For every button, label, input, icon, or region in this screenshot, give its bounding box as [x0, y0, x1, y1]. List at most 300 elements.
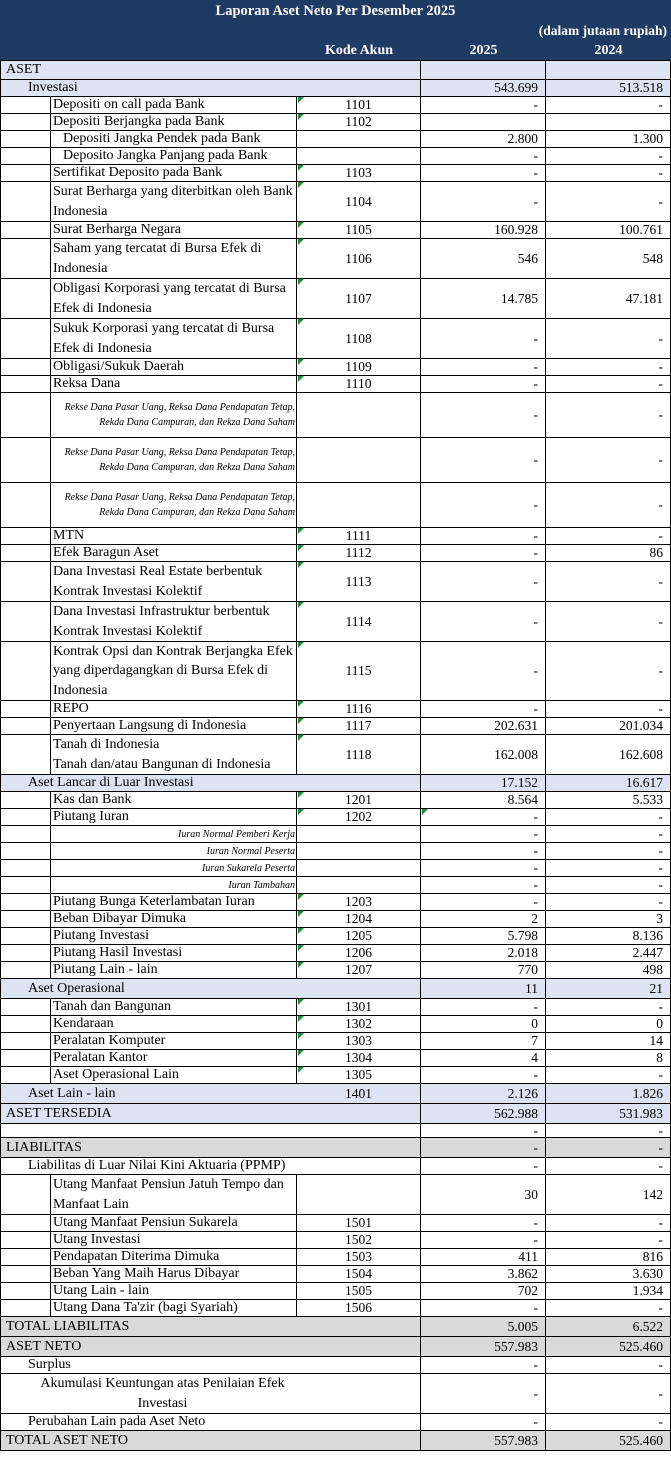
value-2025-cell [421, 61, 546, 79]
table-row [0, 809, 671, 826]
value-2024-cell: - [546, 826, 671, 842]
code-cell [297, 1414, 421, 1430]
asset-table [0, 60, 671, 1451]
value-2024-cell: - [546, 602, 671, 641]
row-label: Efek Baragun Aset [53, 545, 159, 561]
code-cell: 1109 [297, 359, 421, 375]
value-2024-cell: - [546, 359, 671, 375]
indent-cell [0, 222, 51, 238]
table-row [0, 826, 671, 843]
comment-marker-icon [298, 962, 304, 968]
indent-cell [0, 809, 51, 825]
report-title: Laporan Aset Neto Per Desember 2025 [215, 3, 456, 19]
code-cell [297, 148, 421, 164]
value-2025-cell: - [421, 1124, 546, 1137]
value-2025-cell: 2 [421, 911, 546, 927]
value-2025-cell: - [421, 826, 546, 842]
code-cell: 1202 [297, 809, 421, 825]
indent-cell [0, 718, 51, 734]
value-2025-cell: - [421, 642, 546, 700]
value-2025-cell: 557.983 [421, 1337, 546, 1356]
value-2024-cell: - [546, 809, 671, 825]
unit-note: (dalam jutaan rupiah) [538, 23, 667, 38]
comment-marker-icon [298, 165, 304, 171]
row-label: Peralatan Komputer [53, 1033, 166, 1049]
value-2024-cell: - [546, 877, 671, 893]
value-2024-cell: 816 [546, 1249, 671, 1265]
value-2025-cell: - [421, 1357, 546, 1373]
value-2024-cell: 1.300 [546, 131, 671, 147]
row-label: Depositi Jangka Pendek pada Bank [63, 131, 261, 147]
value-2024-cell: 16.617 [546, 775, 671, 791]
code-cell [297, 1104, 421, 1123]
indent-cell [0, 792, 51, 808]
table-row [0, 718, 671, 735]
value-2024-cell: 100.761 [546, 222, 671, 238]
code-cell: 1115 [297, 642, 421, 700]
value-2024-cell: - [546, 701, 671, 717]
value-2024-cell: - [546, 843, 671, 859]
value-2025-cell: 30 [421, 1175, 546, 1214]
code-cell: 1114 [297, 602, 421, 641]
value-2025-cell: - [421, 1300, 546, 1316]
table-row [0, 843, 671, 860]
value-2024-cell: - [546, 1215, 671, 1231]
value-2024-cell: - [546, 1232, 671, 1248]
value-2024-cell: 1.934 [546, 1283, 671, 1299]
table-row [0, 1300, 671, 1317]
table-row [0, 1104, 671, 1124]
row-label: Aset Operasional [28, 980, 125, 996]
comment-marker-icon [298, 1016, 304, 1022]
value-2025-cell: - [421, 1215, 546, 1231]
code-cell [297, 80, 421, 96]
table-row [0, 1138, 671, 1158]
indent-cell [0, 131, 51, 147]
code-cell [297, 483, 421, 527]
code-cell: 1301 [297, 999, 421, 1015]
row-label: Tanah di Indonesia Tanah dan/atau Bangunan di Indonesia [53, 737, 271, 772]
indent-cell [0, 962, 51, 978]
value-2025-cell: - [421, 528, 546, 544]
row-label: Surat Berharga Negara [53, 222, 182, 238]
value-2024-cell: 21 [546, 979, 671, 998]
code-cell [297, 131, 421, 147]
value-2024-cell: - [546, 1158, 671, 1174]
row-label: Obligasi/Sukuk Daerah [53, 359, 185, 375]
value-2024-cell: - [546, 376, 671, 392]
value-2025-cell: - [421, 483, 546, 527]
indent-cell [0, 911, 51, 927]
row-label: ASET TERSEDIA [6, 1105, 112, 1121]
indent-cell [0, 319, 51, 358]
value-2024-cell: - [546, 393, 671, 437]
indent-cell [0, 393, 51, 437]
row-label: Dana Investasi Infrastruktur berbentuk Kontrak Investasi Kolektif [53, 604, 270, 639]
code-cell: 1104 [297, 182, 421, 221]
indent-cell [0, 860, 51, 876]
indent-cell [0, 1249, 51, 1265]
indent-cell [0, 1215, 51, 1231]
code-cell: 1304 [297, 1050, 421, 1066]
indent-cell [0, 165, 51, 181]
comment-marker-icon [298, 1033, 304, 1039]
row-label: Utang Investasi [53, 1232, 141, 1248]
value-2025-cell: 411 [421, 1249, 546, 1265]
code-cell: 1110 [297, 376, 421, 392]
table-row [0, 483, 671, 528]
row-label: Peralatan Kantor [53, 1050, 148, 1066]
value-2024-cell: - [546, 165, 671, 181]
code-cell [297, 1337, 421, 1356]
value-2025-cell: - [421, 545, 546, 561]
code-cell: 1503 [297, 1249, 421, 1265]
value-2025-cell: - [421, 376, 546, 392]
row-label: Beban Yang Maih Harus Dibayar [53, 1266, 240, 1282]
row-label: Sukuk Korporasi yang tercatat di Bursa Efek di Indonesia [53, 321, 275, 356]
indent-cell [0, 1266, 51, 1282]
row-label: Kendaraan [53, 1016, 114, 1032]
value-2024-cell: 14 [546, 1033, 671, 1049]
value-2024-cell: - [546, 894, 671, 910]
row-label: Penyertaan Langsung di Indonesia [53, 718, 247, 734]
indent-cell [0, 826, 51, 842]
row-label: Surplus [28, 1357, 71, 1373]
indent-cell [0, 843, 51, 859]
value-2025-cell: - [421, 999, 546, 1015]
value-2025-cell: 2.800 [421, 131, 546, 147]
code-cell [297, 860, 421, 876]
code-cell: 1113 [297, 562, 421, 601]
row-label: Piutang Hasil Investasi [53, 945, 183, 961]
row-label: Perubahan Lain pada Aset Neto [28, 1414, 206, 1430]
code-cell [297, 843, 421, 859]
code-cell: 1108 [297, 319, 421, 358]
code-cell: 1505 [297, 1283, 421, 1299]
value-2024-cell: 201.034 [546, 718, 671, 734]
value-2025-cell: - [421, 182, 546, 221]
value-2024-cell: 548 [546, 239, 671, 278]
value-2024-cell: 8 [546, 1050, 671, 1066]
table-row [0, 1357, 671, 1374]
indent-cell [0, 1283, 51, 1299]
value-2024-cell: 8.136 [546, 928, 671, 944]
row-label: Iuran Tambahan [228, 879, 295, 891]
value-2024-cell: 525.460 [546, 1337, 671, 1356]
code-cell: 1117 [297, 718, 421, 734]
table-row [0, 438, 671, 483]
comment-marker-icon [298, 894, 304, 900]
value-2024-cell: 531.983 [546, 1104, 671, 1123]
value-2025-cell: - [421, 1158, 546, 1174]
indent-cell [0, 1175, 51, 1214]
col-header-2025: 2025 [469, 43, 498, 58]
indent-cell [0, 97, 51, 113]
value-2025-cell: - [421, 97, 546, 113]
row-label: Obligasi Korporasi yang tercatat di Bursa Efek di Indonesia [53, 281, 286, 316]
value-2024-cell: - [546, 319, 671, 358]
table-row [0, 1124, 671, 1138]
value-2024-cell: 0 [546, 1016, 671, 1032]
value-2024-cell: 5.533 [546, 792, 671, 808]
comment-marker-icon [298, 1067, 304, 1073]
value-2025-cell: 3.862 [421, 1266, 546, 1282]
code-cell: 1302 [297, 1016, 421, 1032]
comment-marker-icon [298, 809, 304, 815]
comment-marker-icon [422, 809, 428, 815]
row-label: Rekse Dana Pasar Uang, Reksa Dana Pendapatan Tetap, Rekda Dana Campuran, dan Rekza Dana Saham [64, 492, 295, 518]
code-cell: 1106 [297, 239, 421, 278]
table-row [0, 562, 671, 602]
row-label: Utang Lain - lain [53, 1283, 150, 1299]
row-label: Iuran Sukarela Peserta [202, 862, 295, 874]
table-row [0, 393, 671, 438]
comment-marker-icon [298, 239, 304, 245]
value-2024-cell: 1.826 [546, 1084, 671, 1103]
code-cell: 1204 [297, 911, 421, 927]
table-row [0, 239, 671, 279]
table-row [0, 642, 671, 701]
value-2024-cell: - [546, 182, 671, 221]
comment-marker-icon [298, 735, 304, 741]
row-label: Piutang Lain - lain [53, 962, 158, 978]
comment-marker-icon [298, 602, 304, 608]
value-2025-cell: - [421, 843, 546, 859]
value-2024-cell: 2.447 [546, 945, 671, 961]
value-2024-cell: 86 [546, 545, 671, 561]
code-cell [297, 1374, 421, 1413]
table-row [0, 962, 671, 979]
value-2024-cell: - [546, 1300, 671, 1316]
code-cell [297, 1357, 421, 1373]
value-2024-cell: - [546, 148, 671, 164]
code-cell: 1305 [297, 1067, 421, 1083]
row-label: Utang Manfaat Pensiun Jatuh Tempo dan Manfaat Lain [53, 1177, 284, 1212]
value-2024-cell: - [546, 860, 671, 876]
row-label: Kas dan Bank [53, 792, 132, 808]
value-2025-cell [421, 114, 546, 130]
row-label: Utang Dana Ta'zir (bagi Syariah) [53, 1300, 238, 1316]
code-cell [297, 877, 421, 893]
table-row [0, 1431, 671, 1451]
code-cell: 1201 [297, 792, 421, 808]
indent-cell [0, 642, 51, 700]
value-2024-cell: 142 [546, 1175, 671, 1214]
table-row [0, 1374, 671, 1414]
indent-cell [0, 1300, 51, 1316]
code-cell: 1203 [297, 894, 421, 910]
code-cell: 1206 [297, 945, 421, 961]
code-cell [297, 775, 421, 791]
indent-cell [0, 1050, 51, 1066]
row-label: Aset Lancar di Luar Investasi [28, 775, 194, 791]
code-cell: 1504 [297, 1266, 421, 1282]
comment-marker-icon [298, 911, 304, 917]
code-cell: 1207 [297, 962, 421, 978]
row-label: Pendapatan Diterima Dimuka [53, 1249, 220, 1265]
indent-cell [0, 148, 51, 164]
code-cell [297, 61, 421, 79]
value-2025-cell: 14.785 [421, 279, 546, 318]
value-2024-cell: 6.522 [546, 1317, 671, 1336]
code-cell [297, 438, 421, 482]
comment-marker-icon [298, 1050, 304, 1056]
table-row [0, 1414, 671, 1431]
value-2025-cell: - [421, 1414, 546, 1430]
value-2025-cell: - [421, 438, 546, 482]
comment-marker-icon [298, 928, 304, 934]
code-cell: 1303 [297, 1033, 421, 1049]
indent-cell [0, 602, 51, 641]
value-2025-cell: 4 [421, 1050, 546, 1066]
value-2024-cell: - [546, 1357, 671, 1373]
table-row [0, 1337, 671, 1357]
code-cell: 1205 [297, 928, 421, 944]
value-2024-cell [546, 114, 671, 130]
comment-marker-icon [298, 792, 304, 798]
indent-cell [0, 1232, 51, 1248]
row-label: Liabilitas di Luar Nilai Kini Aktuaria (PPMP) [28, 1158, 286, 1174]
table-row [0, 60, 671, 80]
table-row [0, 165, 671, 182]
row-label: Iuran Normal Pemberi Kerja [178, 828, 295, 840]
value-2025-cell: 562.988 [421, 1104, 546, 1123]
value-2025-cell: 2.018 [421, 945, 546, 961]
value-2025-cell: - [421, 393, 546, 437]
comment-marker-icon [298, 562, 304, 568]
value-2025-cell: 557.983 [421, 1431, 546, 1450]
report-header [0, 0, 671, 60]
code-cell [297, 979, 421, 998]
value-2024-cell [546, 61, 671, 79]
code-cell: 1101 [297, 97, 421, 113]
comment-marker-icon [298, 376, 304, 382]
value-2024-cell: - [546, 1067, 671, 1083]
row-label: Tanah dan Bangunan [53, 999, 171, 1015]
comment-marker-icon [298, 701, 304, 707]
indent-cell [0, 735, 51, 774]
code-cell: 1118 [297, 735, 421, 774]
value-2024-cell: 498 [546, 962, 671, 978]
row-label: Dana Investasi Real Estate berbentuk Kontrak Investasi Kolektif [53, 564, 263, 599]
value-2024-cell: 162.608 [546, 735, 671, 774]
comment-marker-icon [298, 359, 304, 365]
value-2025-cell: 11 [421, 979, 546, 998]
table-row [0, 860, 671, 877]
row-label: TOTAL ASET NETO [6, 1432, 129, 1448]
row-label: Rekse Dana Pasar Uang, Reksa Dana Pendapatan Tetap, Rekda Dana Campuran, dan Rekza Dana Saham [64, 447, 295, 473]
value-2025-cell: 770 [421, 962, 546, 978]
value-2025-cell: - [421, 359, 546, 375]
indent-cell [0, 279, 51, 318]
row-label: REPO [53, 701, 89, 717]
value-2025-cell: 8.564 [421, 792, 546, 808]
value-2025-cell: - [421, 809, 546, 825]
value-2024-cell: - [546, 438, 671, 482]
value-2025-cell: - [421, 562, 546, 601]
row-label: Piutang Investasi [53, 928, 150, 944]
value-2025-cell: - [421, 877, 546, 893]
indent-cell [0, 928, 51, 944]
value-2024-cell: 525.460 [546, 1431, 671, 1450]
code-cell [297, 1158, 421, 1174]
table-row [0, 1317, 671, 1337]
value-2025-cell: 543.699 [421, 80, 546, 96]
comment-marker-icon [298, 528, 304, 534]
value-2025-cell: 0 [421, 1016, 546, 1032]
indent-cell [0, 239, 51, 278]
value-2025-cell: 160.928 [421, 222, 546, 238]
indent-cell [0, 376, 51, 392]
table-row [0, 602, 671, 642]
value-2025-cell: - [421, 319, 546, 358]
comment-marker-icon [298, 182, 304, 188]
value-2025-cell: 202.631 [421, 718, 546, 734]
value-2025-cell: - [421, 1067, 546, 1083]
table-row [0, 1067, 671, 1084]
comment-marker-icon [298, 718, 304, 724]
indent-cell [0, 545, 51, 561]
comment-marker-icon [298, 945, 304, 951]
code-cell [297, 1317, 421, 1336]
code-cell: 1102 [297, 114, 421, 130]
indent-cell [0, 877, 51, 893]
value-2025-cell: 546 [421, 239, 546, 278]
comment-marker-icon [298, 642, 304, 648]
indent-cell [0, 438, 51, 482]
code-cell [297, 1138, 421, 1157]
table-row [0, 182, 671, 222]
indent-cell [0, 1033, 51, 1049]
code-cell: 1103 [297, 165, 421, 181]
table-row [0, 1084, 671, 1104]
comment-marker-icon [298, 114, 304, 120]
comment-marker-icon [298, 319, 304, 325]
indent-cell [0, 894, 51, 910]
value-2024-cell: - [546, 1138, 671, 1157]
row-label: Reksa Dana [53, 376, 121, 392]
value-2025-cell: 702 [421, 1283, 546, 1299]
value-2024-cell: 513.518 [546, 80, 671, 96]
code-cell: 1116 [297, 701, 421, 717]
indent-cell [0, 701, 51, 717]
row-label: Akumulasi Keuntungan atas Penilaian Efek Investasi [40, 1376, 285, 1411]
indent-cell [0, 562, 51, 601]
indent-cell [0, 182, 51, 221]
row-label [0, 1124, 297, 1137]
comment-marker-icon [298, 97, 304, 103]
code-cell [297, 826, 421, 842]
row-label: LIABILITAS [6, 1139, 82, 1155]
row-label: Utang Manfaat Pensiun Sukarela [53, 1215, 238, 1231]
code-cell: 1107 [297, 279, 421, 318]
comment-marker-icon [298, 545, 304, 551]
code-cell [297, 1175, 421, 1214]
row-label: Kontrak Opsi dan Kontrak Berjangka Efek yang diperdagangkan di Bursa Efek di Indonesia [53, 643, 293, 698]
value-2024-cell: 3 [546, 911, 671, 927]
row-label: Deposito Jangka Panjang pada Bank [63, 148, 268, 164]
row-label: Aset Operasional Lain [53, 1067, 179, 1083]
table-row [0, 545, 671, 562]
comment-marker-icon [298, 222, 304, 228]
value-2025-cell: 17.152 [421, 775, 546, 791]
code-cell: 1501 [297, 1215, 421, 1231]
value-2025-cell: 7 [421, 1033, 546, 1049]
indent-cell [0, 483, 51, 527]
value-2025-cell: 5.005 [421, 1317, 546, 1336]
value-2025-cell: - [421, 1232, 546, 1248]
table-row [0, 1175, 671, 1215]
